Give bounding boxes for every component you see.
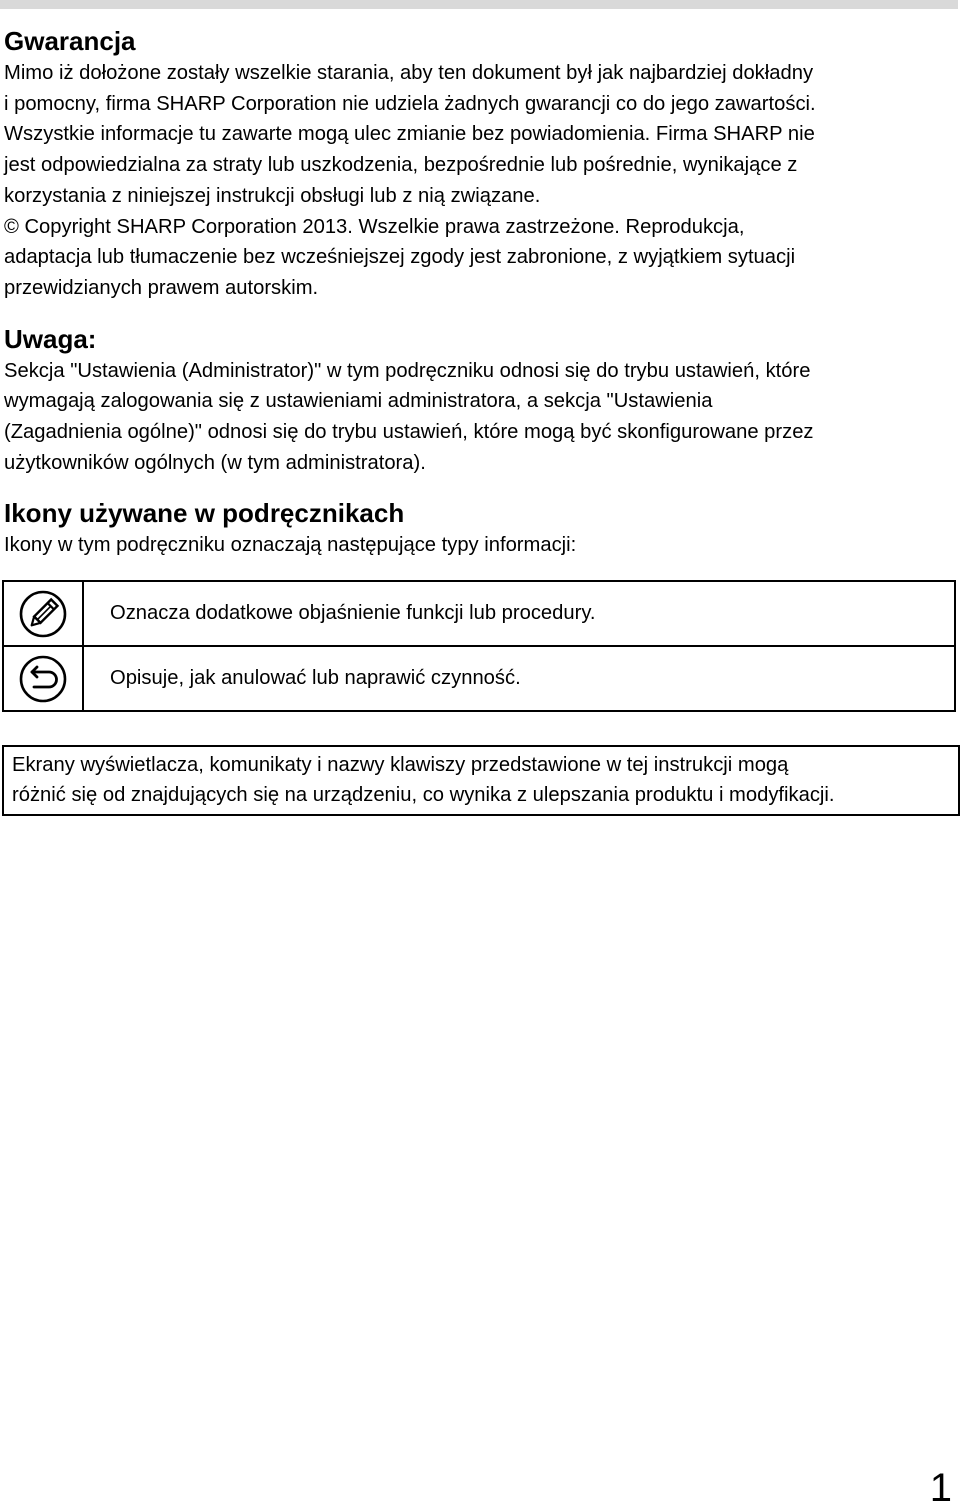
page-content: [4, 24, 956, 561]
pencil-note-icon: [18, 589, 68, 639]
notice-line: różnić się od znajdujących się na urządzeniu, co wynika z ulepszania produktu i modyfikacji.: [12, 784, 835, 806]
icon-description: Opisuje, jak anulować lub naprawić czynność.: [83, 646, 955, 711]
note-section: [4, 322, 956, 479]
note-line: Sekcja "Ustawienia (Administrator)" w tym podręczniku odnosi się do trybu ustawień, które: [4, 359, 811, 382]
notice-box: [2, 745, 960, 816]
warranty-paragraph: [4, 58, 956, 304]
note-paragraph: [4, 356, 956, 479]
undo-arrow-icon: [18, 654, 68, 704]
icon-cell: [3, 646, 83, 711]
copyright-line: © Copyright SHARP Corporation 2013. Wszelkie prawa zastrzeżone. Reprodukcja,: [4, 215, 745, 238]
warranty-heading: Gwarancja: [4, 26, 136, 56]
warranty-line: korzystania z niniejszej instrukcji obsługi lub z nią związane.: [4, 184, 541, 207]
icons-table: [2, 580, 956, 712]
warranty-line: jest odpowiedzialna za straty lub uszkodzenia, bezpośrednie lub pośrednie, wynikające z: [4, 154, 798, 177]
table-row: [3, 581, 955, 646]
warranty-line: Mimo iż dołożone zostały wszelkie starania, aby ten dokument był jak najbardziej dokładny: [4, 62, 814, 84]
note-line: użytkowników ogólnych (w tym administratora).: [4, 451, 426, 474]
icon-description: Oznacza dodatkowe objaśnienie funkcji lub procedury.: [83, 581, 955, 646]
warranty-line: i pomocny, firma SHARP Corporation nie udziela żadnych gwarancji co do jego zawartości.: [4, 92, 816, 115]
table-row: [3, 646, 955, 711]
icons-heading: Ikony używane w podręcznikach: [4, 498, 405, 529]
header-rule: [0, 0, 958, 9]
warranty-line: adaptacja lub tłumaczenie bez wcześniejszej zgody jest zabronione, z wyjątkiem sytuacji: [4, 246, 796, 269]
warranty-section: [4, 24, 956, 304]
page-number: 1: [929, 1466, 952, 1510]
icons-intro-line: Ikony w tym podręczniku oznaczają następujące typy informacji:: [4, 534, 577, 557]
notice-line: Ekrany wyświetlacza, komunikaty i nazwy klawiszy przedstawione w tej instrukcji mogą: [12, 754, 789, 776]
note-heading: Uwaga:: [4, 323, 97, 354]
note-line: wymagają zalogowania się z ustawieniami administratora, a sekcja "Ustawienia: [4, 390, 713, 413]
icon-cell: [3, 581, 83, 646]
icons-intro: [4, 530, 956, 561]
icons-section: [4, 496, 956, 561]
warranty-line: Wszystkie informacje tu zawarte mogą ulec zmianie bez powiadomienia. Firma SHARP nie: [4, 123, 815, 146]
note-line: (Zagadnienia ogólne)" odnosi się do trybu ustawień, które mogą być skonfigurowane przez: [4, 421, 814, 444]
warranty-line: przewidzianych prawem autorskim.: [4, 276, 319, 299]
